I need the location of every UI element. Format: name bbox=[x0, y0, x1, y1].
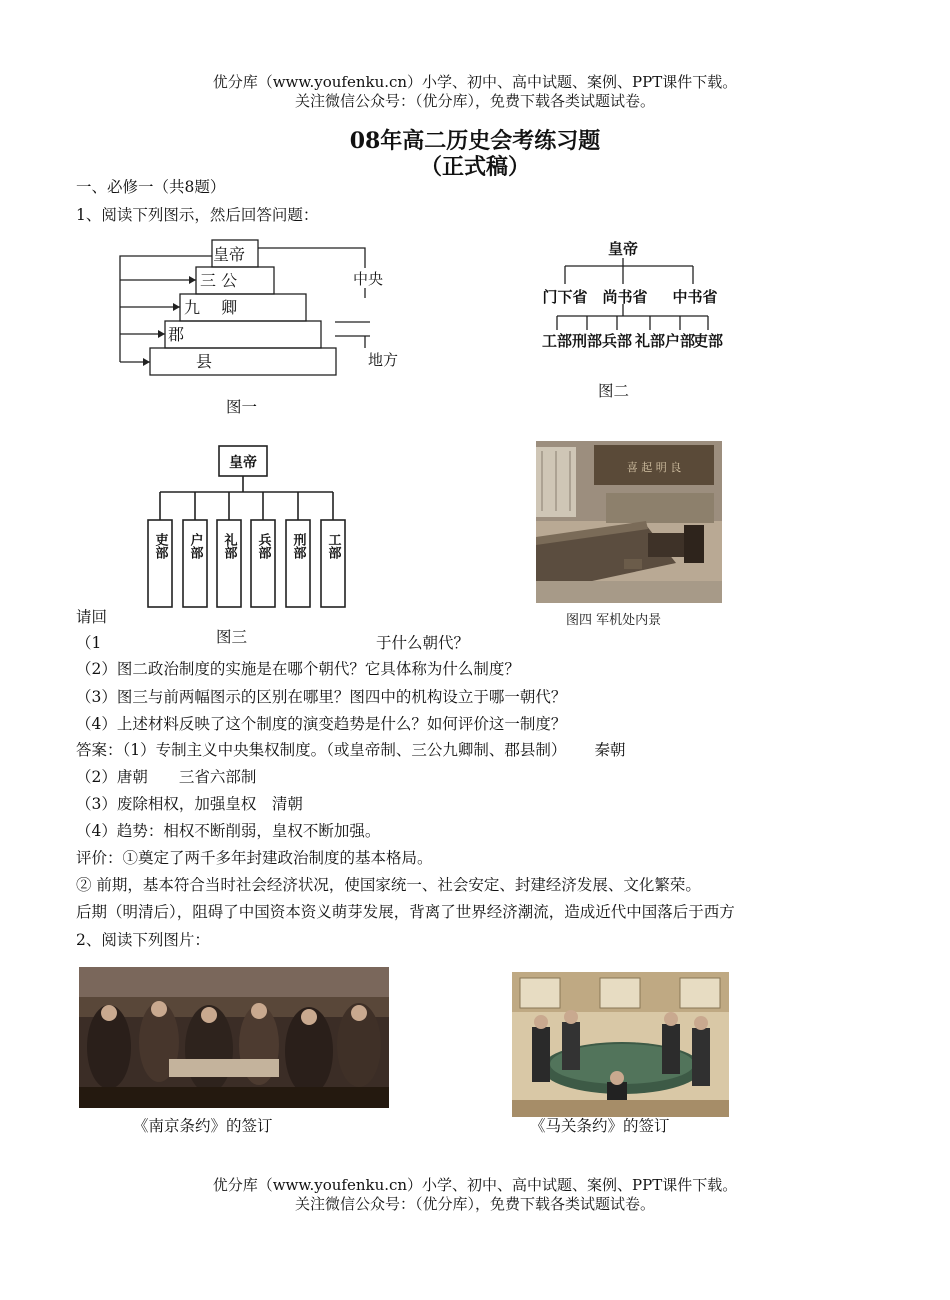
fig3-ministry-xing: 刑部 bbox=[290, 533, 306, 559]
section-heading: 一、必修一（共8题） bbox=[76, 178, 226, 196]
maguan-treaty-photo bbox=[512, 972, 729, 1117]
evaluation-2: ② 前期，基本符合当时社会经济状况，使国家统一、社会安定、封建经济发展、文化繁荣。 bbox=[76, 876, 701, 894]
evaluation-3: 后期（明清后），阻碍了中国资本资义萌芽发展，背离了世界经济潮流，造成近代中国落后于西方 bbox=[76, 903, 735, 921]
figure-4-photo bbox=[536, 441, 722, 603]
fig2-ministry-libu: 吏部 bbox=[692, 332, 724, 350]
fig1-label-jun: 郡 bbox=[168, 325, 185, 344]
figure-1-caption: 图一 bbox=[226, 398, 258, 416]
fig1-label-central: 中央 bbox=[353, 270, 384, 288]
figure-3-caption: 图三 bbox=[216, 628, 248, 646]
question-2: （2）图二政治制度的实施是在哪个朝代？它具体称为什么制度？ bbox=[76, 660, 520, 678]
footer-line-1: 优分库（www.youfenku.cn）小学、初中、高中试题、案例、PPT课件下载。 bbox=[212, 1176, 738, 1194]
fig3-ministry-bing: 兵部 bbox=[255, 533, 271, 559]
answer-3: （3）废除相权，加强皇权 清朝 bbox=[76, 795, 303, 813]
header-line-2: 关注微信公众号：（优分库），免费下载各类试题试卷。 bbox=[294, 92, 655, 110]
figure-4-caption: 图四 军机处内景 bbox=[566, 613, 662, 628]
fig3-ministry-libu: 礼部 bbox=[221, 533, 237, 559]
nanjing-treaty-photo bbox=[79, 967, 389, 1108]
fig1-label-emperor: 皇帝 bbox=[213, 245, 246, 264]
footer-line-2: 关注微信公众号：（优分库），免费下载各类试题试卷。 bbox=[294, 1195, 655, 1213]
fig2-ministry-gong: 工部 bbox=[541, 332, 573, 350]
figure-2-diagram bbox=[530, 236, 730, 376]
fig1-label-local: 地方 bbox=[368, 351, 399, 369]
fig1-label-jiuqing: 九 卿 bbox=[184, 298, 238, 317]
answer-1: 答案：（1）专制主义中央集权制度。（或皇帝制、三公九卿制、郡县制） 秦朝 bbox=[76, 741, 626, 759]
fig3-label-emperor: 皇帝 bbox=[229, 455, 257, 471]
fig2-dept-menxia: 门下省 bbox=[542, 288, 588, 306]
answer-4: （4）趋势：相权不断削弱，皇权不断加强。 bbox=[76, 822, 381, 840]
fig3-ministry-gong: 工部 bbox=[325, 533, 341, 559]
evaluation-1: 评价：①奠定了两千多年封建政治制度的基本格局。 bbox=[76, 849, 433, 867]
fig1-box-jun bbox=[165, 321, 321, 348]
question-1-end: 于什么朝代？ bbox=[376, 634, 470, 652]
page-title: 08年高二历史会考练习题 bbox=[349, 128, 601, 154]
fig3-ministry-hu: 户部 bbox=[187, 533, 203, 559]
fig2-ministry-bing: 兵部 bbox=[601, 332, 633, 350]
question-4: （4）上述材料反映了这个制度的演变趋势是什么？如何评价这一制度？ bbox=[76, 715, 567, 733]
figure-3-diagram bbox=[140, 440, 360, 612]
question-2-intro: 2、阅读下列图片： bbox=[76, 931, 210, 949]
fig4-plaque: 喜 起 明 良 bbox=[626, 461, 682, 474]
figure-2-caption: 图二 bbox=[598, 382, 630, 400]
fig1-box-xian bbox=[150, 348, 336, 375]
maguan-treaty-caption: 《马关条约》的签订 bbox=[530, 1117, 670, 1135]
question-3: （3）图三与前两幅图示的区别在哪里？图四中的机构设立于哪一朝代？ bbox=[76, 688, 567, 706]
fig2-ministry-li: 礼部 bbox=[634, 332, 666, 350]
fig2-ministry-hu: 户部 bbox=[664, 332, 696, 350]
question-1-start: （1 bbox=[76, 634, 102, 652]
header-line-1: 优分库（www.youfenku.cn）小学、初中、高中试题、案例、PPT课件下载。 bbox=[212, 73, 738, 91]
fig2-ministry-xing: 刑部 bbox=[571, 332, 603, 350]
question-1-intro: 1、阅读下列图示，然后回答问题： bbox=[76, 206, 319, 224]
figure-1-diagram bbox=[110, 236, 430, 384]
question-prompt-fragment: 请回 bbox=[76, 608, 108, 626]
fig2-label-emperor: 皇帝 bbox=[607, 240, 639, 258]
page-subtitle: （正式稿） bbox=[419, 154, 530, 180]
fig1-label-sangong: 三 公 bbox=[200, 271, 238, 290]
answer-2: （2）唐朝 三省六部制 bbox=[76, 768, 257, 786]
fig2-dept-zhongshu: 中书省 bbox=[672, 288, 718, 306]
fig1-label-xian: 县 bbox=[196, 352, 213, 371]
nanjing-treaty-caption: 《南京条约》的签订 bbox=[133, 1117, 273, 1135]
fig2-dept-shangshu: 尚书省 bbox=[602, 288, 648, 306]
fig3-ministry-li: 吏部 bbox=[152, 533, 168, 559]
